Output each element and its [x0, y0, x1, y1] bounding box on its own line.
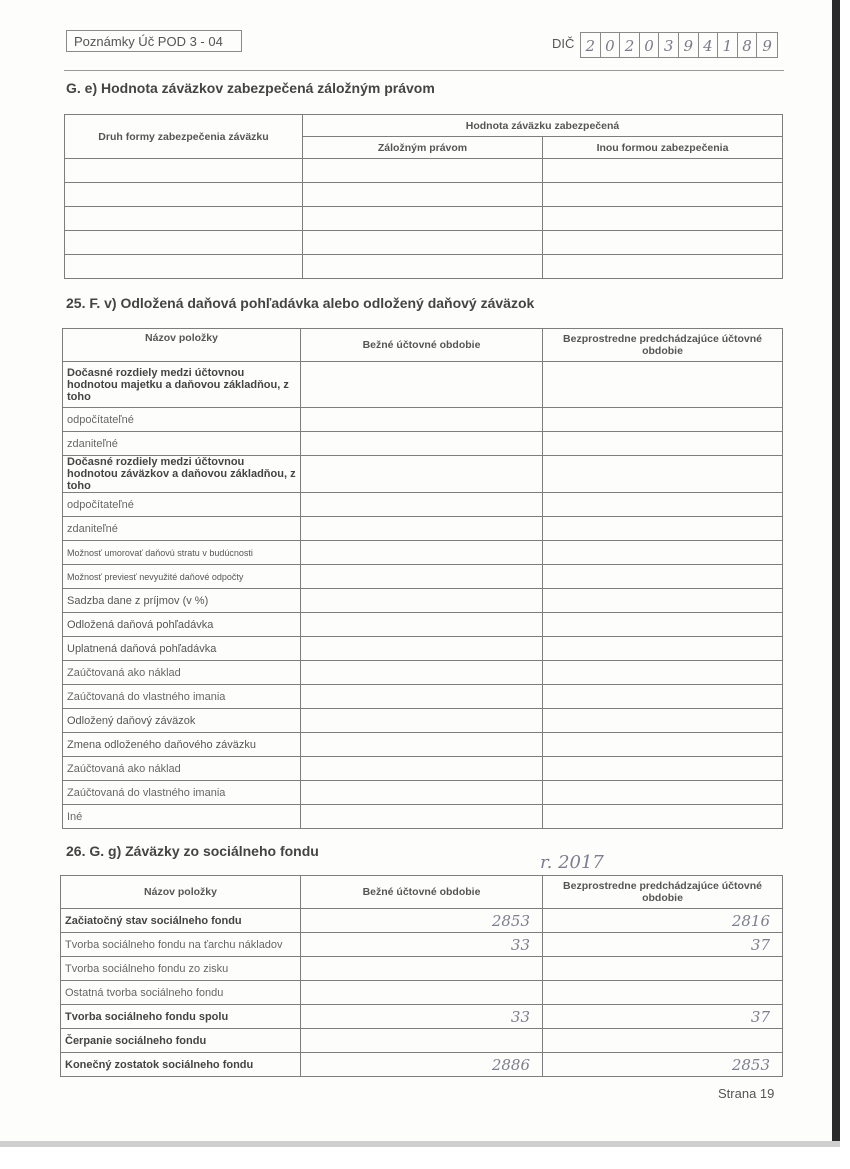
- col-header-name: Názov položky: [63, 329, 301, 362]
- row-label: Iné: [63, 805, 301, 829]
- dic-digits: [580, 32, 778, 58]
- table-row: [63, 565, 783, 589]
- current-value: [301, 1029, 543, 1053]
- row-label: Možnosť umorovať daňovú stratu v budúcnosti: [63, 541, 301, 565]
- row-label: zdaniteľné: [63, 432, 301, 456]
- prev-value: 37: [543, 1005, 783, 1029]
- header-divider: [64, 70, 784, 71]
- prev-value: 37: [543, 933, 783, 957]
- table-row: [63, 432, 783, 456]
- row-label: Zaúčtovaná do vlastného imania: [63, 781, 301, 805]
- table-row: [63, 685, 783, 709]
- table-row: [61, 1029, 783, 1053]
- dic-digit: 2: [581, 33, 601, 57]
- row-label: Dočasné rozdiely medzi účtovnou hodnotou záväzkov a daňovou základňou, z toho: [63, 456, 301, 493]
- dic-label: DIČ: [552, 36, 575, 51]
- current-value: [301, 981, 543, 1005]
- table-row: [63, 757, 783, 781]
- table-row: [63, 805, 783, 829]
- current-value: 33: [301, 933, 543, 957]
- prev-value: 2816: [543, 909, 783, 933]
- row-label: Tvorba sociálneho fondu spolu: [61, 1005, 301, 1029]
- col-header-other: Inou formou zabezpečenia: [543, 137, 783, 159]
- prev-value: [543, 1029, 783, 1053]
- prev-value: 2853: [543, 1053, 783, 1077]
- table-row: [63, 517, 783, 541]
- page-number: Strana 19: [718, 1086, 775, 1101]
- doc-label: Poznámky Úč POD 3 - 04: [66, 30, 242, 52]
- dic-digit: 4: [699, 33, 719, 57]
- row-label: odpočítateľné: [63, 493, 301, 517]
- row-label: zdaniteľné: [63, 517, 301, 541]
- prev-value: [543, 981, 783, 1005]
- dic-digit: 8: [738, 33, 758, 57]
- handwritten-year-note: r. 2017: [540, 852, 604, 873]
- prev-value: [543, 957, 783, 981]
- row-label: Možnosť previesť nevyužité daňové odpočty: [63, 565, 301, 589]
- col-header-lien: Záložným právom: [303, 137, 543, 159]
- table-row: [63, 637, 783, 661]
- deferred-tax-table: [62, 328, 783, 829]
- row-label: Čerpanie sociálneho fondu: [61, 1029, 301, 1053]
- dic-digit: 3: [659, 33, 679, 57]
- col-header-prev: Bezprostredne predchádzajúce účtovné obdobie: [543, 876, 783, 909]
- row-label: Odložená daňová pohľadávka: [63, 613, 301, 637]
- table-row: [63, 589, 783, 613]
- scan-edge-bottom: [0, 1141, 840, 1147]
- table-row: [63, 541, 783, 565]
- current-value: 2853: [301, 909, 543, 933]
- social-fund-table: [60, 875, 783, 1077]
- table-row: [65, 207, 783, 231]
- scan-edge: [832, 0, 840, 1145]
- table-row: [63, 613, 783, 637]
- table-row: [63, 661, 783, 685]
- col-header-prev: Bezprostredne predchádzajúce účtovné obdobie: [543, 329, 783, 362]
- dic-digit: 0: [601, 33, 621, 57]
- row-label: Uplatnená daňová pohľadávka: [63, 637, 301, 661]
- current-value: 2886: [301, 1053, 543, 1077]
- row-label: Dočasné rozdiely medzi účtovnou hodnotou majetku a daňovou základňou, z toho: [63, 362, 301, 408]
- table-row: [63, 733, 783, 757]
- row-label: Zaúčtovaná ako náklad: [63, 757, 301, 781]
- table-row: [61, 981, 783, 1005]
- row-label: Začiatočný stav sociálneho fondu: [61, 909, 301, 933]
- row-label: Zaúčtovaná do vlastného imania: [63, 685, 301, 709]
- dic-digit: 9: [679, 33, 699, 57]
- table-row: [63, 456, 783, 493]
- dic-digit: 1: [718, 33, 738, 57]
- row-label: Sadzba dane z príjmov (v %): [63, 589, 301, 613]
- table-row: [65, 183, 783, 207]
- dic-digit: 9: [762, 37, 772, 55]
- table-row: [65, 231, 783, 255]
- table-row: [63, 781, 783, 805]
- dic-digit: 0: [640, 33, 660, 57]
- row-label: odpočítateľné: [63, 408, 301, 432]
- table-row: [63, 709, 783, 733]
- col-header-name: Názov položky: [61, 876, 301, 909]
- table-row: [61, 957, 783, 981]
- section-ge-title: G. e) Hodnota záväzkov zabezpečená záložným právom: [66, 80, 435, 96]
- current-value: 33: [301, 1005, 543, 1029]
- table-row: [65, 159, 783, 183]
- section-25-title: 25. F. v) Odložená daňová pohľadávka alebo odložený daňový záväzok: [66, 295, 535, 311]
- col-header-group: Hodnota záväzku zabezpečená: [303, 115, 783, 137]
- table-row: [61, 1005, 783, 1029]
- section-26-title: 26. G. g) Záväzky zo sociálneho fondu: [66, 843, 319, 859]
- col-header-current: Bežné účtovné obdobie: [301, 329, 543, 362]
- row-label: Zaúčtovaná ako náklad: [63, 661, 301, 685]
- row-label: Zmena odloženého daňového záväzku: [63, 733, 301, 757]
- col-header-current: Bežné účtovné obdobie: [301, 876, 543, 909]
- secured-liabilities-table: [64, 114, 783, 279]
- row-label: Ostatná tvorba sociálneho fondu: [61, 981, 301, 1005]
- table-row: [65, 255, 783, 279]
- table-row: [61, 909, 783, 933]
- current-value: [301, 957, 543, 981]
- table-row: [63, 408, 783, 432]
- row-label: Tvorba sociálneho fondu zo zisku: [61, 957, 301, 981]
- row-label: Konečný zostatok sociálneho fondu: [61, 1053, 301, 1077]
- table-row: [63, 493, 783, 517]
- dic-digit: 2: [620, 33, 640, 57]
- col-header-type: Druh formy zabezpečenia záväzku: [65, 115, 303, 159]
- row-label: Tvorba sociálneho fondu na ťarchu nákladov: [61, 933, 301, 957]
- row-label: Odložený daňový záväzok: [63, 709, 301, 733]
- table-row: [61, 1053, 783, 1077]
- table-row: [63, 362, 783, 408]
- table-row: [61, 933, 783, 957]
